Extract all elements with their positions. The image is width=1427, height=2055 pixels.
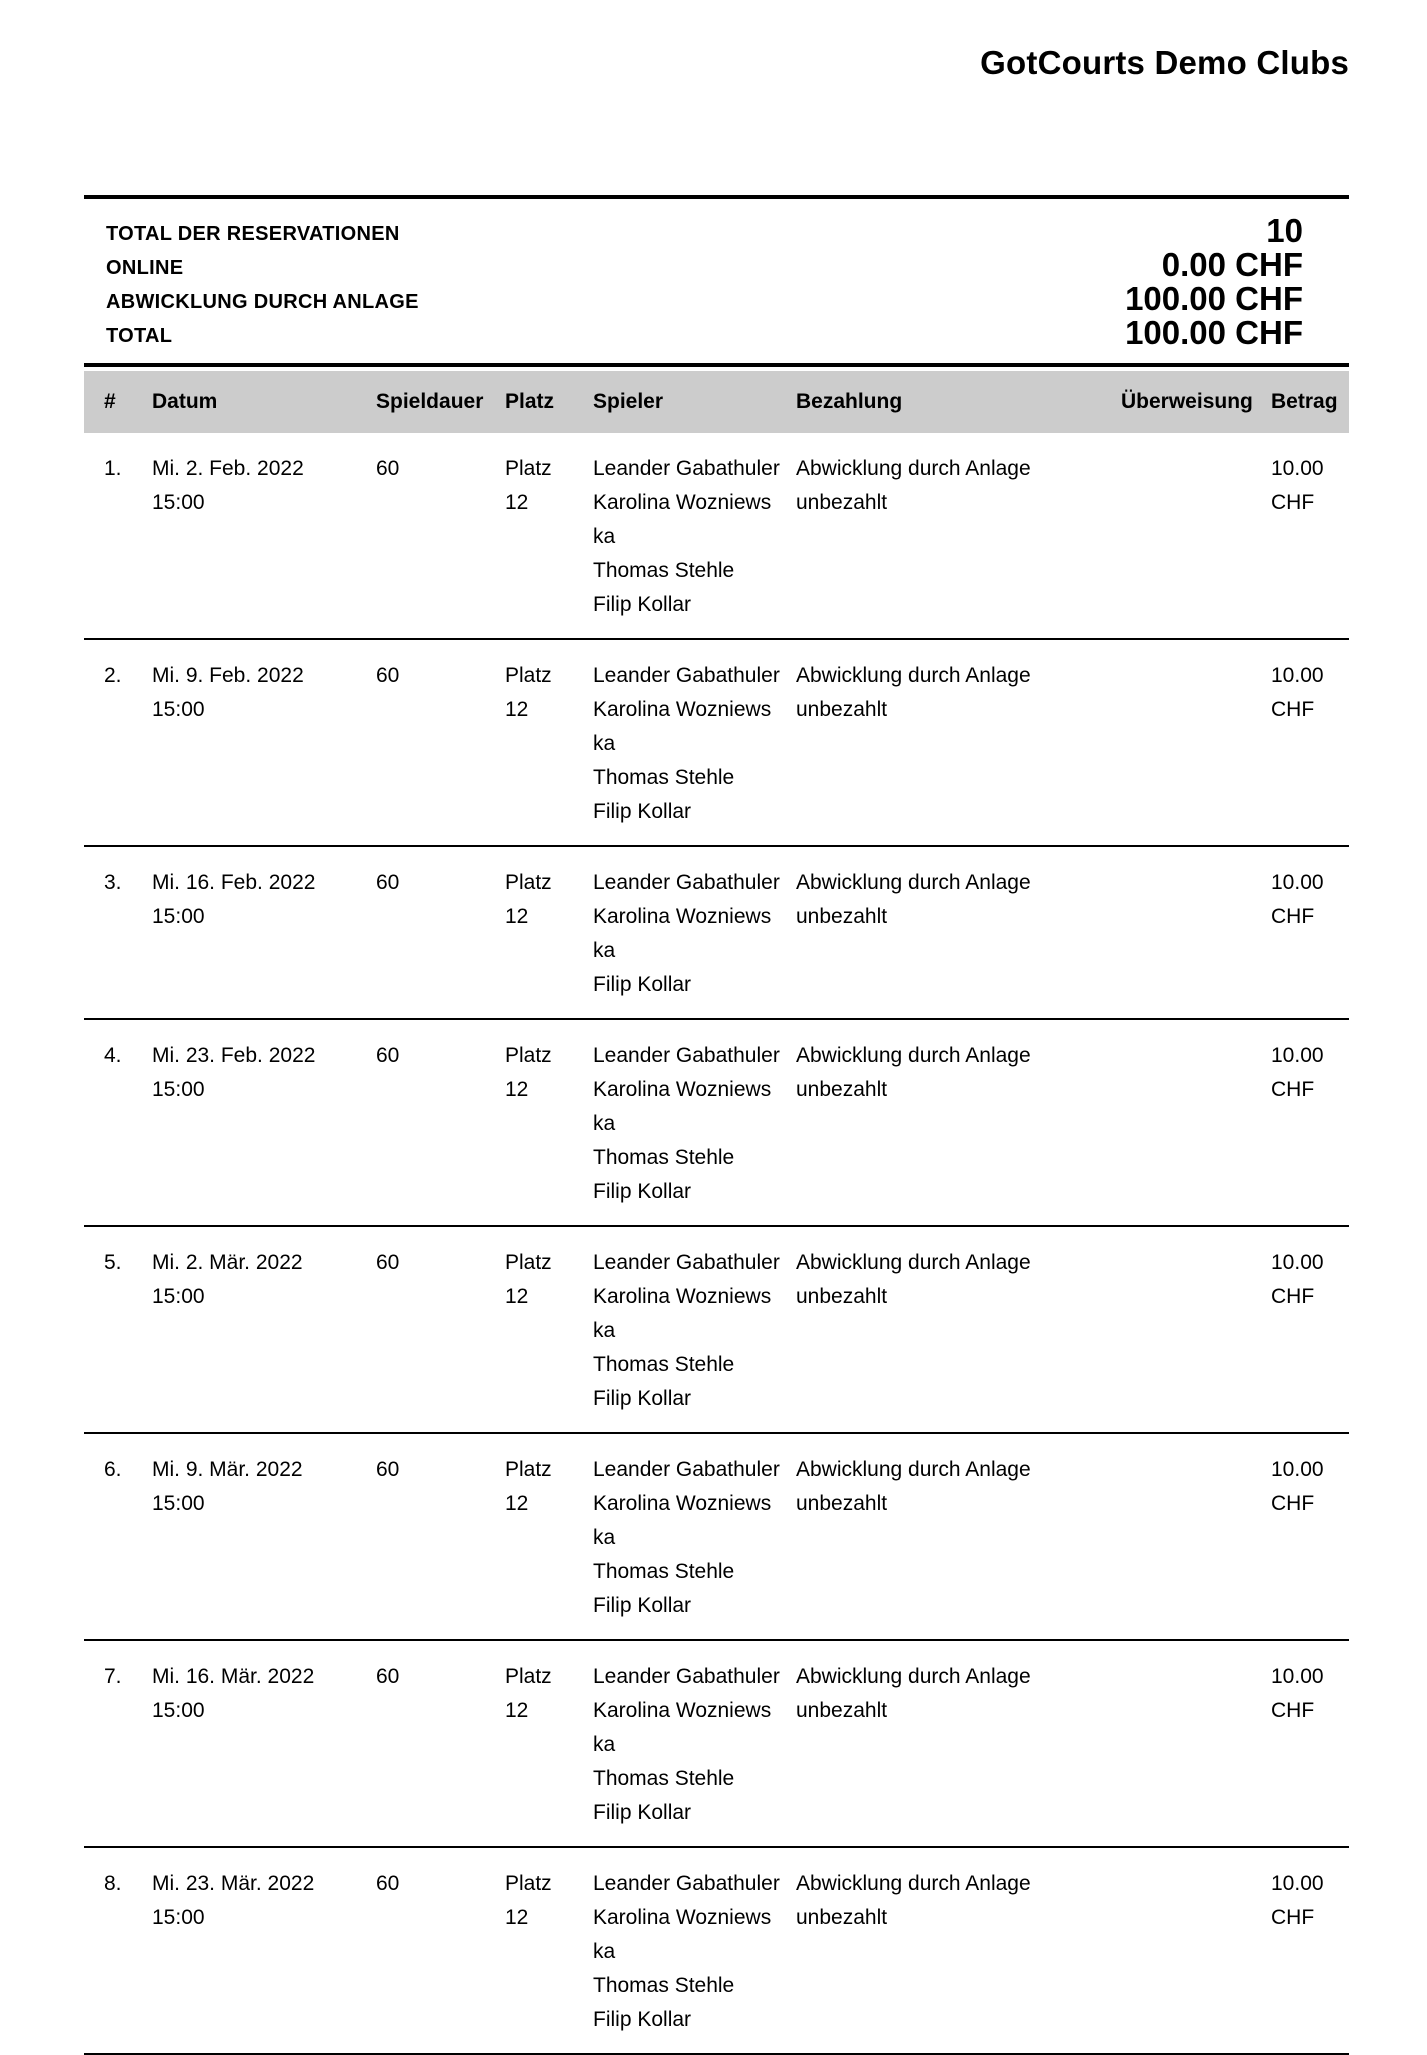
row-payment-line: unbezahlt — [796, 491, 888, 514]
column-header-date: Datum — [152, 390, 218, 413]
row-players-line: Filip Kollar — [593, 800, 692, 823]
row-duration: 60 — [376, 1458, 400, 1481]
row-payment-line: Abwicklung durch Anlage — [796, 457, 1031, 480]
row-players-line: ka — [593, 1526, 616, 1549]
row-court-line: 12 — [505, 1078, 529, 1101]
summary-values — [1125, 214, 1303, 350]
row-date-line: Mi. 23. Mär. 2022 — [152, 1872, 315, 1895]
row-date-line: Mi. 16. Mär. 2022 — [152, 1665, 315, 1688]
row-duration: 60 — [376, 1665, 400, 1688]
row-players-line: Karolina Wozniews — [593, 1906, 772, 1929]
row-number: 3. — [104, 871, 122, 894]
row-players-line: Filip Kollar — [593, 973, 692, 996]
row-court-line: 12 — [505, 1699, 529, 1722]
row-date — [152, 1246, 303, 1314]
row-players-line: Filip Kollar — [593, 1801, 692, 1824]
row-players-line: Thomas Stehle — [593, 766, 735, 789]
row-amount-line: 10.00 — [1271, 457, 1324, 480]
row-players-line: ka — [593, 525, 616, 548]
row-players-line: Karolina Wozniews — [593, 698, 772, 721]
row-date-line: Mi. 9. Feb. 2022 — [152, 664, 304, 687]
row-amount-line: 10.00 — [1271, 1872, 1324, 1895]
row-amount-line: 10.00 — [1271, 871, 1324, 894]
row-players — [593, 452, 780, 622]
row-payment-line: Abwicklung durch Anlage — [796, 1872, 1031, 1895]
summary-labels — [106, 217, 419, 353]
row-amount-line: CHF — [1271, 1699, 1315, 1722]
row-amount-line: CHF — [1271, 905, 1315, 928]
row-players-line: ka — [593, 1319, 616, 1342]
row-amount — [1271, 1453, 1324, 1521]
row-players-line: Leander Gabathuler — [593, 1665, 780, 1688]
row-payment — [796, 659, 1031, 727]
row-date — [152, 659, 304, 727]
column-header-number: # — [104, 390, 116, 413]
row-court — [505, 1660, 552, 1728]
row-players-line: Filip Kollar — [593, 1387, 692, 1410]
row-payment-line: Abwicklung durch Anlage — [796, 1044, 1031, 1067]
row-players-line: Leander Gabathuler — [593, 1251, 780, 1274]
row-number: 8. — [104, 1872, 122, 1895]
table-row — [84, 1020, 1349, 1227]
row-date-line: 15:00 — [152, 1906, 205, 1929]
row-amount-line: CHF — [1271, 491, 1315, 514]
summary-value-online: 0.00 CHF — [1161, 246, 1303, 283]
row-players-line: Karolina Wozniews — [593, 905, 772, 928]
column-header-payment: Bezahlung — [796, 390, 903, 413]
row-court-line: Platz — [505, 457, 552, 480]
summary-box — [84, 195, 1349, 367]
row-payment-line: Abwicklung durch Anlage — [796, 871, 1031, 894]
row-amount — [1271, 1660, 1324, 1728]
row-players-line: Thomas Stehle — [593, 1560, 735, 1583]
table-row — [84, 1227, 1349, 1434]
row-payment — [796, 452, 1031, 520]
row-number: 6. — [104, 1458, 122, 1481]
row-players — [593, 1453, 780, 1623]
row-date-line: Mi. 2. Mär. 2022 — [152, 1251, 303, 1274]
row-number: 5. — [104, 1251, 122, 1274]
row-amount-line: CHF — [1271, 1492, 1315, 1515]
row-players-line: Filip Kollar — [593, 2008, 692, 2031]
row-players-line: ka — [593, 1733, 616, 1756]
column-header-amount: Betrag — [1271, 390, 1338, 413]
summary-label-facility: ABWICKLUNG DURCH ANLAGE — [106, 291, 419, 313]
table-row — [84, 1641, 1349, 1848]
row-players — [593, 659, 780, 829]
row-payment — [796, 1867, 1031, 1935]
row-amount-line: 10.00 — [1271, 1044, 1324, 1067]
row-date-line: 15:00 — [152, 1078, 205, 1101]
table-row — [84, 640, 1349, 847]
row-players-line: Thomas Stehle — [593, 1767, 735, 1790]
row-court — [505, 1453, 552, 1521]
row-players-line: Filip Kollar — [593, 593, 692, 616]
row-number: 2. — [104, 664, 122, 687]
reservation-rows — [84, 433, 1349, 2055]
row-court-line: Platz — [505, 1872, 552, 1895]
summary-value-total-reservations: 10 — [1266, 212, 1303, 249]
row-players-line: ka — [593, 939, 616, 962]
column-header-transfer: Überweisung — [1121, 390, 1253, 413]
table-row — [84, 1434, 1349, 1641]
row-amount — [1271, 1039, 1324, 1107]
row-players-line: Filip Kollar — [593, 1180, 692, 1203]
row-date — [152, 1453, 303, 1521]
row-court-line: Platz — [505, 664, 552, 687]
row-amount-line: 10.00 — [1271, 1458, 1324, 1481]
row-amount-line: CHF — [1271, 1906, 1315, 1929]
row-players — [593, 1039, 780, 1209]
row-payment-line: unbezahlt — [796, 698, 888, 721]
row-players — [593, 1867, 780, 2037]
row-players-line: Karolina Wozniews — [593, 1492, 772, 1515]
column-header-court: Platz — [505, 390, 555, 413]
row-number: 4. — [104, 1044, 122, 1067]
row-payment — [796, 1453, 1031, 1521]
table-header — [84, 371, 1349, 433]
row-court-line: 12 — [505, 905, 529, 928]
row-amount-line: CHF — [1271, 698, 1315, 721]
row-payment-line: Abwicklung durch Anlage — [796, 1665, 1031, 1688]
summary-label-total: TOTAL — [106, 325, 173, 347]
row-payment-line: Abwicklung durch Anlage — [796, 1251, 1031, 1274]
row-duration: 60 — [376, 1251, 400, 1274]
row-payment-line: unbezahlt — [796, 1699, 888, 1722]
row-players — [593, 1246, 780, 1416]
row-number: 1. — [104, 457, 122, 480]
row-players-line: Leander Gabathuler — [593, 664, 780, 687]
row-court — [505, 1246, 552, 1314]
row-payment-line: Abwicklung durch Anlage — [796, 1458, 1031, 1481]
row-duration: 60 — [376, 1872, 400, 1895]
column-header-players: Spieler — [593, 390, 664, 413]
row-payment — [796, 866, 1031, 934]
row-players-line: Thomas Stehle — [593, 1353, 735, 1376]
row-duration: 60 — [376, 457, 400, 480]
row-court-line: 12 — [505, 1492, 529, 1515]
summary-label-total-reservations: TOTAL DER RESERVATIONEN — [106, 223, 400, 245]
row-amount — [1271, 1867, 1324, 1935]
row-court-line: 12 — [505, 1906, 529, 1929]
row-amount-line: 10.00 — [1271, 664, 1324, 687]
row-players — [593, 866, 780, 1002]
row-players-line: Leander Gabathuler — [593, 457, 780, 480]
row-amount — [1271, 659, 1324, 727]
table-row — [84, 847, 1349, 1020]
summary-label-online: ONLINE — [106, 257, 184, 279]
row-court — [505, 659, 552, 727]
row-court-line: Platz — [505, 1665, 552, 1688]
row-payment — [796, 1660, 1031, 1728]
row-date-line: Mi. 23. Feb. 2022 — [152, 1044, 316, 1067]
row-payment-line: Abwicklung durch Anlage — [796, 664, 1031, 687]
row-date — [152, 1039, 315, 1107]
row-players-line: Leander Gabathuler — [593, 1872, 780, 1895]
row-date-line: 15:00 — [152, 1492, 205, 1515]
row-payment-line: unbezahlt — [796, 1285, 888, 1308]
row-amount — [1271, 866, 1324, 934]
row-amount-line: CHF — [1271, 1285, 1315, 1308]
row-date-line: Mi. 16. Feb. 2022 — [152, 871, 316, 894]
row-players-line: Karolina Wozniews — [593, 1078, 772, 1101]
row-date — [152, 1867, 314, 1935]
row-amount — [1271, 452, 1324, 520]
row-date-line: 15:00 — [152, 905, 205, 928]
row-players-line: ka — [593, 1940, 616, 1963]
row-players-line: Thomas Stehle — [593, 1146, 735, 1169]
row-duration: 60 — [376, 1044, 400, 1067]
row-payment — [796, 1039, 1031, 1107]
column-header-duration: Spieldauer — [376, 390, 484, 413]
row-court — [505, 1867, 552, 1935]
row-players-line: Leander Gabathuler — [593, 1458, 780, 1481]
row-court-line: 12 — [505, 1285, 529, 1308]
summary-value-facility: 100.00 CHF — [1125, 280, 1303, 317]
row-amount-line: 10.00 — [1271, 1251, 1324, 1274]
row-players-line: Karolina Wozniews — [593, 1699, 772, 1722]
row-court — [505, 452, 552, 520]
row-court-line: Platz — [505, 871, 552, 894]
table-row — [84, 433, 1349, 640]
row-players-line: Karolina Wozniews — [593, 1285, 772, 1308]
summary-value-total: 100.00 CHF — [1125, 314, 1303, 351]
row-players-line: ka — [593, 1112, 616, 1135]
club-name: GotCourts Demo Clubs — [980, 44, 1349, 81]
row-payment — [796, 1246, 1031, 1314]
row-date-line: Mi. 9. Mär. 2022 — [152, 1458, 303, 1481]
row-court — [505, 1039, 552, 1107]
row-payment-line: unbezahlt — [796, 1492, 888, 1515]
row-amount-line: CHF — [1271, 1078, 1315, 1101]
row-date-line: 15:00 — [152, 1285, 205, 1308]
row-date — [152, 1660, 314, 1728]
row-date-line: 15:00 — [152, 1699, 205, 1722]
row-players-line: Filip Kollar — [593, 1594, 692, 1617]
row-players-line: ka — [593, 732, 616, 755]
row-court-line: Platz — [505, 1251, 552, 1274]
row-number: 7. — [104, 1665, 122, 1688]
row-duration: 60 — [376, 664, 400, 687]
row-amount — [1271, 1246, 1324, 1314]
row-court — [505, 866, 552, 934]
row-amount-line: 10.00 — [1271, 1665, 1324, 1688]
row-players-line: Leander Gabathuler — [593, 1044, 780, 1067]
row-court-line: Platz — [505, 1044, 552, 1067]
row-players-line: Thomas Stehle — [593, 559, 735, 582]
row-date — [152, 866, 315, 934]
row-players-line: Thomas Stehle — [593, 1974, 735, 1997]
row-payment-line: unbezahlt — [796, 1906, 888, 1929]
row-court-line: 12 — [505, 491, 529, 514]
row-payment-line: unbezahlt — [796, 905, 888, 928]
row-date-line: Mi. 2. Feb. 2022 — [152, 457, 304, 480]
row-date-line: 15:00 — [152, 698, 205, 721]
row-duration: 60 — [376, 871, 400, 894]
row-players-line: Karolina Wozniews — [593, 491, 772, 514]
row-payment-line: unbezahlt — [796, 1078, 888, 1101]
row-date-line: 15:00 — [152, 491, 205, 514]
row-court-line: Platz — [505, 1458, 552, 1481]
table-row — [84, 1848, 1349, 2055]
row-players-line: Leander Gabathuler — [593, 871, 780, 894]
row-date — [152, 452, 304, 520]
row-players — [593, 1660, 780, 1830]
row-court-line: 12 — [505, 698, 529, 721]
